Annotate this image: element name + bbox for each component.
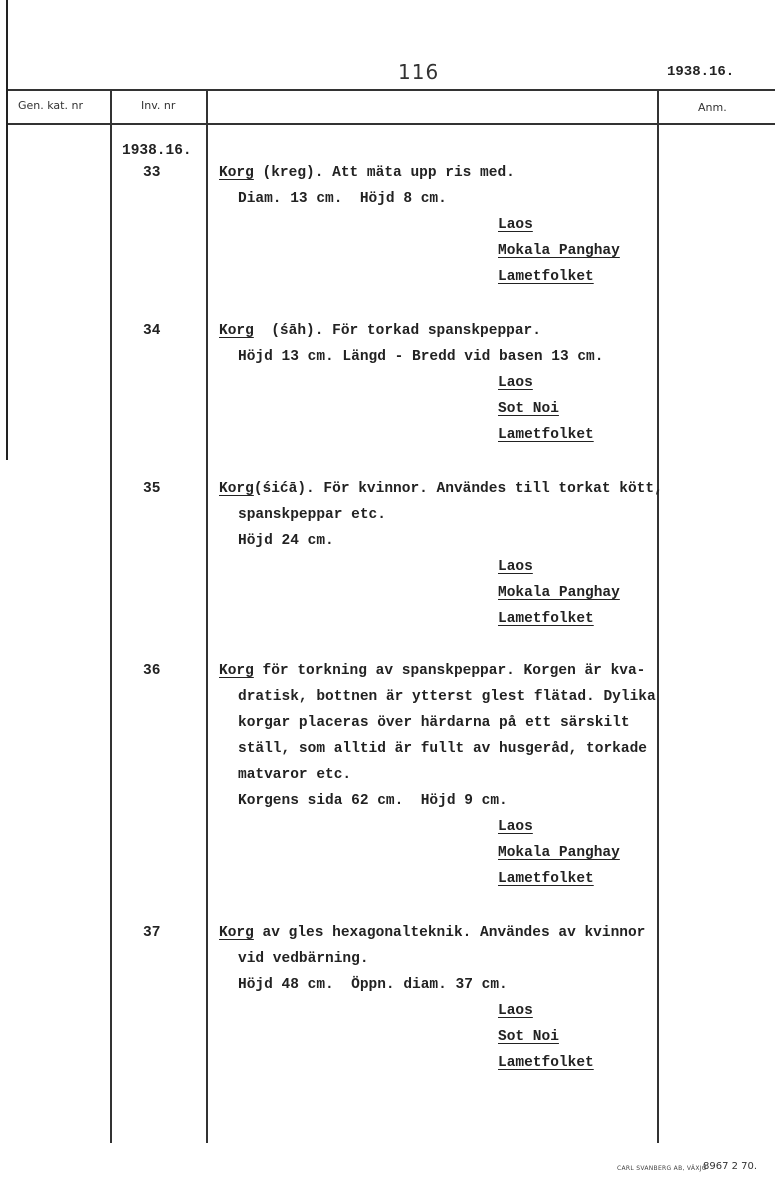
column-divider-1	[110, 90, 112, 1143]
column-divider-3	[657, 90, 659, 1143]
entry-title-rest: (śāh). För torkad spanskpeppar.	[253, 323, 541, 339]
entry-description-line: spanskpeppar etc.	[238, 507, 386, 523]
entry-title-rest: för torkning av spanskpeppar. Korgen är kva-	[253, 663, 646, 679]
column-header-gen-kat-nr: Gen. kat. nr	[18, 99, 83, 112]
origin-country: Laos	[498, 1003, 533, 1019]
origin-people: Lametfolket	[498, 1055, 594, 1071]
origin-locality: Mokala Panghay	[498, 845, 620, 861]
origin-country: Laos	[498, 217, 533, 233]
header-bottom-rule	[8, 123, 775, 125]
origin-locality: Sot Noi	[498, 1029, 559, 1045]
entry-description-line: Höjd 48 cm. Öppn. diam. 37 cm.	[238, 977, 508, 993]
header-top-rule	[8, 89, 775, 91]
entry-inv-number: 35	[143, 481, 161, 497]
column-header-anm: Anm.	[698, 101, 727, 114]
column-header-inv-nr: Inv. nr	[141, 99, 176, 112]
printer-imprint: CARL SVANBERG AB, VÄXJÖ	[617, 1165, 707, 1172]
object-name: Korg	[219, 323, 254, 339]
entry-description-line: Höjd 24 cm.	[238, 533, 334, 549]
inv-prefix: 1938.16.	[122, 143, 192, 159]
entry-inv-number: 33	[143, 165, 161, 181]
entry-title-line	[219, 476, 663, 502]
entry-title-line	[219, 920, 645, 946]
page-number: 116	[398, 60, 440, 84]
origin-people: Lametfolket	[498, 611, 594, 627]
origin-country: Laos	[498, 819, 533, 835]
origin-locality: Sot Noi	[498, 401, 559, 417]
left-border-line	[6, 0, 8, 460]
object-name: Korg	[219, 165, 254, 181]
column-divider-2	[206, 90, 208, 1143]
form-code: 8967 2 70.	[703, 1161, 758, 1172]
origin-people: Lametfolket	[498, 871, 594, 887]
origin-country: Laos	[498, 375, 533, 391]
entry-title-line	[219, 160, 515, 186]
entry-title-rest: (kreg). Att mäta upp ris med.	[253, 165, 515, 181]
entry-inv-number: 36	[143, 663, 161, 679]
origin-locality: Mokala Panghay	[498, 243, 620, 259]
origin-people: Lametfolket	[498, 427, 594, 443]
object-name: Korg	[219, 481, 254, 497]
entry-title-rest: av gles hexagonalteknik. Användes av kvinnor	[253, 925, 646, 941]
entry-description-line: ställ, som alltid är fullt av husgeråd, torkade	[238, 741, 647, 757]
object-name: Korg	[219, 925, 254, 941]
origin-country: Laos	[498, 559, 533, 575]
entry-description-line: matvaror etc.	[238, 767, 352, 783]
entry-inv-number: 37	[143, 925, 161, 941]
origin-people: Lametfolket	[498, 269, 594, 285]
entry-title-rest: (śićā). För kvinnor. Användes till torkat kött,	[253, 481, 663, 497]
object-name: Korg	[219, 663, 254, 679]
entry-description-line: dratisk, bottnen är ytterst glest flätad. Dylika	[238, 689, 656, 705]
entry-description-line: korgar placeras över härdarna på ett särskilt	[238, 715, 630, 731]
entry-title-line	[219, 318, 541, 344]
entry-description-line: Höjd 13 cm. Längd - Bredd vid basen 13 cm.	[238, 349, 604, 365]
entry-description-line: vid vedbärning.	[238, 951, 369, 967]
entry-description-line: Korgens sida 62 cm. Höjd 9 cm.	[238, 793, 508, 809]
header-accession: 1938.16.	[667, 64, 735, 80]
origin-locality: Mokala Panghay	[498, 585, 620, 601]
entry-description-line: Diam. 13 cm. Höjd 8 cm.	[238, 191, 447, 207]
entry-inv-number: 34	[143, 323, 161, 339]
entry-title-line	[219, 658, 645, 684]
